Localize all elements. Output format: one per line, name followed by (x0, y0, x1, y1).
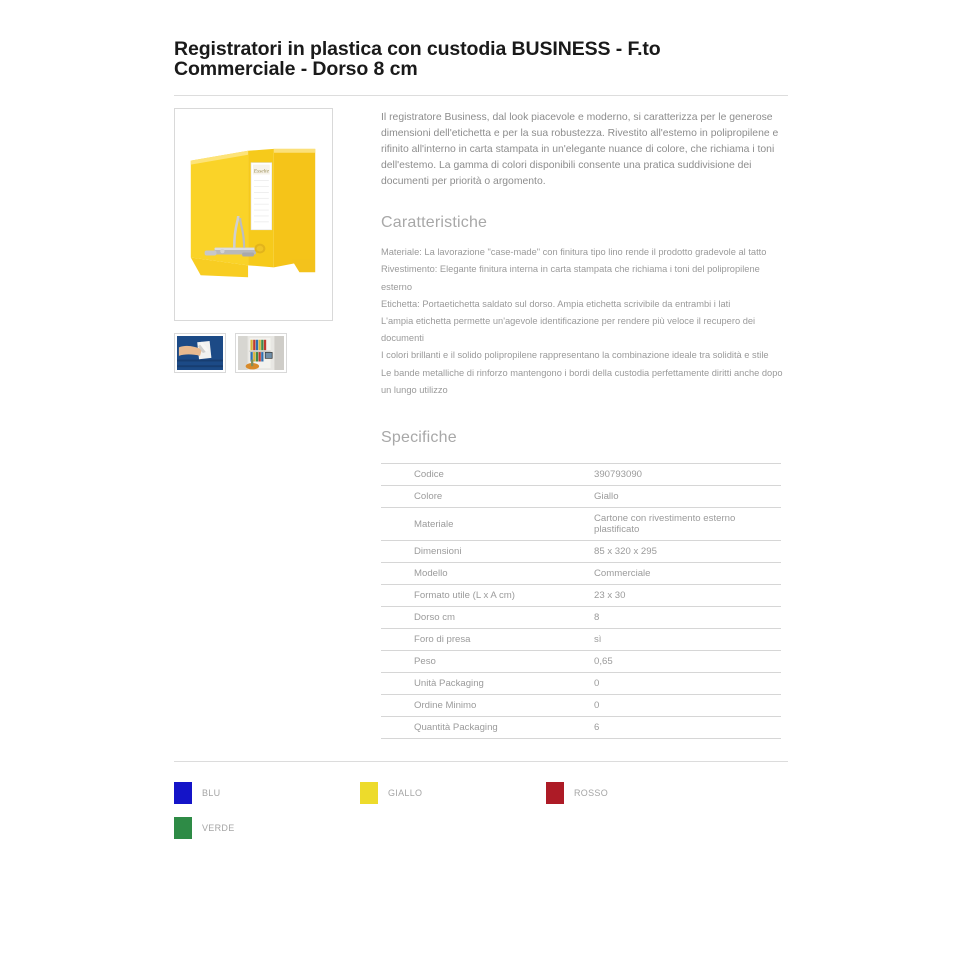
color-option-giallo[interactable] (360, 782, 546, 804)
spec-value: 0 (594, 700, 600, 712)
table-row (381, 508, 781, 541)
spec-value: 23 x 30 (594, 590, 626, 602)
table-row (381, 651, 781, 673)
features-list (381, 244, 788, 399)
table-row (381, 585, 781, 607)
spec-label: Modello (414, 568, 448, 580)
feature-item: Materiale: La lavorazione "case-made" con finitura tipo lino rende il prodotto gradevole al tatto (381, 247, 767, 258)
spec-label: Ordine Minimo (414, 700, 477, 712)
product-description: Il registratore Business, dal look piacevole e moderno, si caratterizza per le generose dimensioni dell'etichetta e per la sua robustezza. Rivestito all'estemo in polipropilene e rifinito all'interno in carta stampata in un'elegante nuance di colore, che richiama i toni dell'estemo. La gamma di colori disponibili consente una pratica suddivisione dei documenti per priorità o argomento. (381, 111, 779, 188)
spec-label: Dorso cm (414, 612, 456, 624)
table-row (381, 563, 781, 585)
table-row (381, 541, 781, 563)
color-variants (174, 782, 788, 852)
hero-image[interactable] (174, 108, 333, 321)
table-row (381, 717, 781, 739)
svg-text:Esselte: Esselte (253, 168, 270, 175)
table-row (381, 464, 781, 486)
product-gallery (174, 108, 337, 373)
feature-item: Rivestimento: Elegante finitura interna in carta stampata che richiama i toni del polipropilene esterno (381, 264, 760, 292)
spec-value: 390793090 (594, 469, 643, 481)
spec-label: Codice (414, 469, 444, 481)
color-label: VERDE (202, 823, 235, 834)
spec-value: sì (594, 634, 602, 646)
color-label: BLU (202, 788, 221, 799)
table-row (381, 629, 781, 651)
spec-label: Formato utile (L x A cm) (414, 590, 515, 602)
color-option-verde[interactable] (174, 817, 360, 839)
thumbnail-1[interactable] (174, 333, 226, 373)
header-divider (174, 95, 788, 96)
color-swatch (174, 782, 192, 804)
spec-value: Commerciale (594, 568, 651, 580)
spec-value: Giallo (594, 491, 619, 503)
table-row (381, 607, 781, 629)
spec-label: Materiale (414, 518, 454, 530)
office-shelf-thumb-icon (238, 336, 284, 370)
page-title: Registratori in plastica con custodia BUSINESS - F.to Commerciale - Dorso 8 cm (174, 38, 661, 80)
feature-item: L'ampia etichetta permette un'agevole identificazione per rendere più veloce il recupero dei documenti (381, 316, 756, 344)
spec-value: 0 (594, 678, 600, 690)
color-label: GIALLO (388, 788, 423, 799)
table-row (381, 695, 781, 717)
product-info (337, 108, 788, 739)
table-row (381, 673, 781, 695)
spec-label: Foro di presa (414, 634, 471, 646)
main-row (174, 108, 788, 739)
color-swatch (546, 782, 564, 804)
spec-value: 0,65 (594, 656, 613, 668)
color-option-rosso[interactable] (546, 782, 732, 804)
page-content (174, 40, 788, 852)
spec-value: 6 (594, 722, 600, 734)
spec-label: Unità Packaging (414, 678, 484, 690)
feature-item: I colori brillanti e il solido polipropilene rappresentano la combinazione ideale tra solidità e stile (381, 350, 769, 361)
thumbnail-2[interactable] (235, 333, 287, 373)
specifications-table (381, 463, 781, 739)
spec-label: Colore (414, 491, 443, 503)
spec-value: 8 (594, 612, 600, 624)
spec-value: 85 x 320 x 295 (594, 546, 657, 558)
table-row (381, 486, 781, 508)
hand-writing-label-thumb-icon (177, 336, 223, 370)
spec-label: Quantità Packaging (414, 722, 498, 734)
color-option-blu[interactable] (174, 782, 360, 804)
spec-label: Dimensioni (414, 546, 462, 558)
features-heading: Caratteristiche (381, 214, 488, 232)
color-label: ROSSO (574, 788, 609, 799)
color-swatch (174, 817, 192, 839)
feature-item: Le bande metalliche di rinforzo mantengono i bordi della custodia perfettamente diritti anche dopo un lungo utilizzo (381, 367, 783, 395)
colors-divider (174, 761, 788, 762)
spec-value: Cartone con rivestimento esterno plastificato (594, 513, 736, 536)
specs-heading: Specifiche (381, 429, 457, 447)
feature-item: Etichetta: Portaetichetta saldato sul dorso. Ampia etichetta scrivibile da entrambi i lati (381, 298, 731, 309)
spec-label: Peso (414, 656, 436, 668)
binder-illustration (175, 109, 332, 320)
thumbnail-strip (174, 333, 337, 373)
color-swatch (360, 782, 378, 804)
